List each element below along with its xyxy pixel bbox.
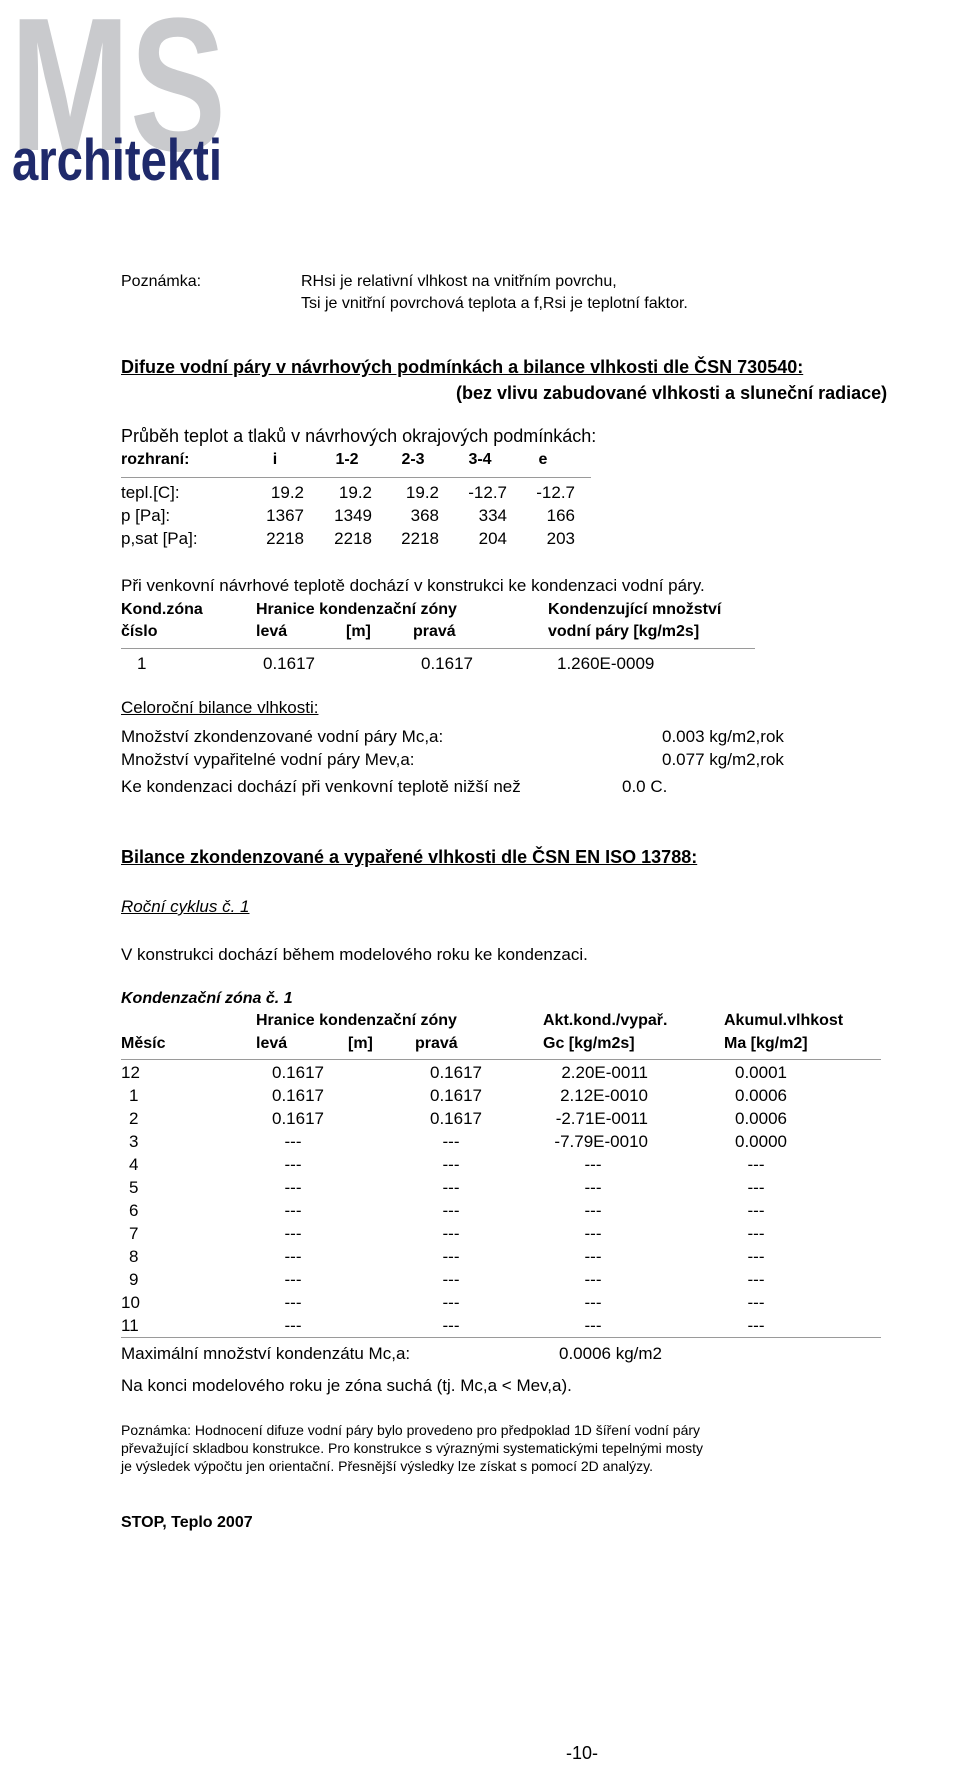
zone-header: [m] — [346, 623, 371, 640]
footnote-line: převažující skladbou konstrukce. Pro konstrukce s výraznými systematickými tepelnými mosty — [121, 1440, 703, 1456]
table-cell-month: 4 — [129, 1155, 139, 1174]
table-cell-right: --- — [442, 1201, 460, 1220]
cycle-title: Roční cyklus č. 1 — [121, 897, 250, 916]
zone-cell: 1.260E-0009 — [557, 654, 655, 673]
zone-header: Hranice kondenzační zóny — [256, 601, 457, 618]
zone-header: Kondenzující množství — [548, 601, 722, 618]
table-cell-ma: --- — [747, 1293, 765, 1312]
end-statement: Na konci modelového roku je zóna suchá (tj. Mc,a < Mev,a). — [121, 1376, 572, 1395]
table-cell-right: 0.1617 — [430, 1063, 482, 1082]
zone-header: levá — [256, 623, 288, 640]
table-cell-ma: 0.0001 — [735, 1063, 787, 1082]
table-cell-month: 10 — [121, 1293, 140, 1312]
table-cell-ma: 0.0006 — [735, 1109, 787, 1128]
table-cell-right: 0.1617 — [430, 1109, 482, 1128]
table-cell-month: 3 — [129, 1132, 139, 1151]
profile-value: 1349 — [334, 506, 372, 525]
profile-value: 1367 — [266, 506, 304, 525]
diffusion-subheading: (bez vlivu zabudované vlhkosti a sluneční radiace) — [456, 383, 888, 403]
table-cell-right: --- — [442, 1155, 460, 1174]
profile-row-label: p,sat [Pa]: — [121, 529, 198, 548]
table-cell-right: --- — [442, 1132, 460, 1151]
company-logo — [8, 0, 228, 190]
zone-cell: 1 — [137, 654, 147, 673]
table-cell-gc: --- — [584, 1201, 602, 1220]
note-label: Poznámka: — [121, 273, 202, 290]
monthly-header: pravá — [415, 1035, 458, 1052]
balance-heading: Bilance zkondenzované a vypařené vlhkosti dle ČSN EN ISO 13788: — [121, 847, 698, 867]
monthly-header: Ma [kg/m2] — [724, 1035, 808, 1052]
table-cell-gc: 2.20E-0011 — [561, 1063, 648, 1082]
table-cell-month: 5 — [129, 1178, 139, 1197]
table-cell-gc: --- — [584, 1178, 602, 1197]
profile-row-label: tepl.[C]: — [121, 483, 180, 502]
note-line-1: RHsi je relativní vlhkost na vnitřním povrchu, — [301, 273, 617, 290]
divider — [121, 477, 591, 478]
footnote-line: Poznámka: Hodnocení difuze vodní páry bylo provedeno pro předpoklad 1D šíření vodní páry — [121, 1422, 701, 1438]
table-cell-month: 9 — [129, 1270, 139, 1289]
table-cell-month: 12 — [121, 1063, 140, 1082]
table-cell-gc: 2.12E-0010 — [560, 1086, 648, 1105]
annual-value: 0.003 kg/m2,rok — [662, 727, 784, 746]
table-cell-month: 11 — [121, 1316, 139, 1335]
profile-value: 19.2 — [270, 483, 304, 502]
table-cell-left: --- — [284, 1270, 302, 1289]
table-cell-gc: --- — [584, 1270, 602, 1289]
page-number: -10- — [566, 1743, 599, 1763]
zone-header: Kond.zóna — [121, 601, 203, 618]
monthly-header: levá — [256, 1035, 288, 1052]
monthly-header: Měsíc — [121, 1035, 166, 1052]
zone-cell: 0.1617 — [421, 654, 473, 673]
table-cell-left: --- — [284, 1155, 302, 1174]
annual-label: Množství zkondenzované vodní páry Mc,a: — [121, 727, 444, 746]
monthly-header: Gc [kg/m2s] — [543, 1035, 635, 1052]
table-cell-left: --- — [284, 1201, 302, 1220]
profile-value: 334 — [478, 506, 507, 525]
zone-header: vodní páry [kg/m2s] — [548, 623, 700, 640]
table-cell-gc: --- — [584, 1247, 602, 1266]
profile-value: 2218 — [266, 529, 304, 548]
table-cell-right: --- — [442, 1247, 460, 1266]
profile-value: 2218 — [401, 529, 439, 548]
table-cell-right: --- — [442, 1178, 460, 1197]
monthly-header: Hranice kondenzační zóny — [256, 1012, 457, 1029]
table-cell-right: --- — [442, 1293, 460, 1312]
table-cell-month: 7 — [129, 1224, 139, 1243]
table-cell-left: --- — [284, 1293, 302, 1312]
footnote-line: je výsledek výpočtu jen orientační. Přesnější výsledky lze získat s pomocí 2D analýzy. — [121, 1458, 653, 1474]
threshold-value: 0.0 C. — [622, 777, 668, 796]
annual-title: Celoroční bilance vlhkosti: — [121, 698, 319, 717]
profile-value: 368 — [410, 506, 439, 525]
table-cell-left: --- — [284, 1224, 302, 1243]
profile-header-cell: 1-2 — [335, 451, 359, 468]
profile-value: -12.7 — [468, 483, 507, 502]
monthly-header: Akumul.vlhkost — [724, 1012, 844, 1029]
annual-label: Množství vypařitelné vodní páry Mev,a: — [121, 750, 415, 769]
table-cell-gc: --- — [584, 1155, 602, 1174]
profile-value: 19.2 — [338, 483, 372, 502]
note-line-2: Tsi je vnitřní povrchová teplota a f,Rsi je teplotní faktor. — [301, 295, 688, 312]
divider — [121, 1059, 881, 1060]
profile-header-label: rozhraní: — [121, 451, 190, 468]
table-cell-left: --- — [284, 1132, 302, 1151]
table-cell-ma: --- — [747, 1224, 765, 1243]
logo-big-letters: MS — [10, 0, 226, 190]
annual-value: 0.077 kg/m2,rok — [662, 750, 784, 769]
profile-value: 204 — [478, 529, 507, 548]
divider — [121, 1337, 881, 1338]
table-cell-month: 1 — [129, 1086, 139, 1105]
max-condensate-value: 0.0006 kg/m2 — [559, 1344, 663, 1363]
table-cell-ma: --- — [747, 1316, 765, 1335]
table-cell-ma: --- — [747, 1247, 765, 1266]
zone-cell: 0.1617 — [263, 654, 315, 673]
table-cell-month: 8 — [129, 1247, 139, 1266]
cycle-statement: V konstrukci dochází během modelového roku ke kondenzaci. — [121, 945, 588, 964]
table-cell-left: --- — [284, 1178, 302, 1197]
table-cell-right: --- — [442, 1224, 460, 1243]
profile-value: 203 — [546, 529, 575, 548]
table-cell-ma: 0.0006 — [735, 1086, 787, 1105]
table-cell-ma: --- — [747, 1270, 765, 1289]
table-cell-ma: --- — [747, 1178, 765, 1197]
table-cell-month: 2 — [129, 1109, 139, 1128]
table-cell-gc: -7.79E-0010 — [554, 1132, 648, 1151]
table-cell-left: --- — [284, 1247, 302, 1266]
profile-value: 166 — [546, 506, 575, 525]
table-cell-left: 0.1617 — [272, 1063, 324, 1082]
table-cell-ma: --- — [747, 1155, 765, 1174]
profile-header-cell: e — [538, 451, 548, 468]
table-cell-ma: --- — [747, 1201, 765, 1220]
table-cell-month: 6 — [129, 1201, 139, 1220]
zone-title: Kondenzační zóna č. 1 — [121, 990, 293, 1007]
condensation-note: Při venkovní návrhové teplotě dochází v konstrukci ke kondenzaci vodní páry. — [121, 576, 705, 595]
profile-value: 19.2 — [405, 483, 439, 502]
table-cell-left: --- — [284, 1316, 302, 1335]
divider — [121, 648, 755, 649]
monthly-header: Akt.kond./vypař. — [543, 1012, 668, 1029]
table-cell-gc: -2.71E-0011 — [555, 1109, 648, 1128]
profile-title: Průběh teplot a tlaků v návrhových okrajových podmínkách: — [121, 426, 597, 446]
zone-header: číslo — [121, 623, 158, 640]
profile-value: -12.7 — [536, 483, 575, 502]
profile-header-cell: i — [272, 451, 278, 468]
profile-value: 2218 — [334, 529, 372, 548]
table-cell-right: --- — [442, 1316, 460, 1335]
logo-graphic — [8, 0, 228, 190]
table-cell-ma: 0.0000 — [735, 1132, 787, 1151]
threshold-label: Ke kondenzaci dochází při venkovní teplotě nižší než — [121, 777, 521, 796]
table-cell-right: 0.1617 — [430, 1086, 482, 1105]
logo-word: architekti — [12, 128, 222, 190]
profile-row-label: p [Pa]: — [121, 506, 171, 525]
diffusion-heading: Difuze vodní páry v návrhových podmínkách a bilance vlhkosti dle ČSN 730540: — [121, 357, 804, 377]
zone-header: pravá — [413, 623, 456, 640]
profile-header-cell: 2-3 — [401, 451, 425, 468]
monthly-header: [m] — [348, 1035, 373, 1052]
table-cell-left: 0.1617 — [272, 1086, 324, 1105]
max-condensate-label: Maximální množství kondenzátu Mc,a: — [121, 1344, 411, 1363]
table-cell-right: --- — [442, 1270, 460, 1289]
table-cell-gc: --- — [584, 1224, 602, 1243]
profile-header-cell: 3-4 — [468, 451, 492, 468]
table-cell-gc: --- — [584, 1316, 602, 1335]
table-cell-left: 0.1617 — [272, 1109, 324, 1128]
table-cell-gc: --- — [584, 1293, 602, 1312]
signature: STOP, Teplo 2007 — [121, 1514, 253, 1531]
